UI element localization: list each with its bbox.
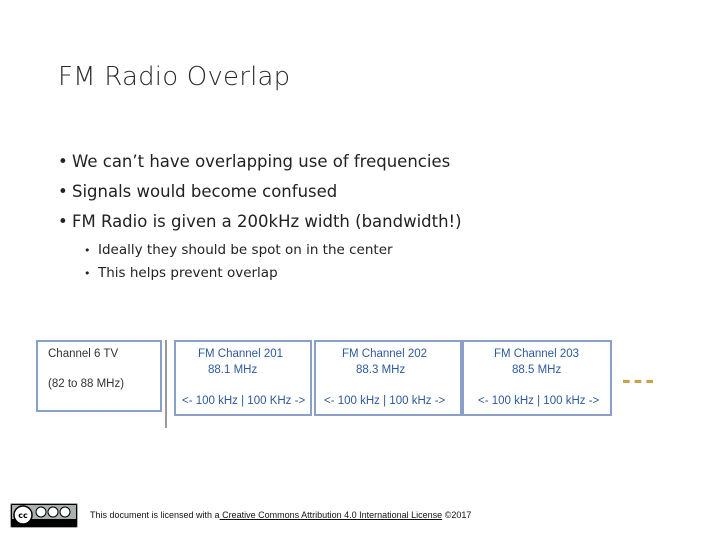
sub-bullet-item <box>84 239 698 262</box>
license-prefix: This document is licensed with a <box>90 510 220 520</box>
fm-channel-bandwidth: <- 100 kHz | 100 KHz -> <box>182 395 306 407</box>
slide-title: FM Radio Overlap <box>58 62 291 92</box>
bullet-list <box>58 147 698 285</box>
bullet-dot-icon: • <box>58 182 68 201</box>
fm-channel-box <box>462 340 612 416</box>
fm-channel-box <box>174 340 312 416</box>
sub-bullet-item <box>84 262 698 285</box>
fm-channel-bandwidth: <- 100 kHz | 100 kHz -> <box>478 395 600 407</box>
svg-text:cc: cc <box>18 511 28 520</box>
fm-channel-box <box>314 340 462 416</box>
fm-channel-bandwidth: <- 100 kHz | 100 kHz -> <box>324 395 446 407</box>
sub-bullet-text: Ideally they should be spot on in the center <box>98 242 393 258</box>
bullet-text: We can’t have overlapping use of frequencies <box>72 152 451 171</box>
bullet-item <box>58 207 698 237</box>
continuation-dashes: --- <box>622 364 657 394</box>
fm-channel-name: FM Channel 203 <box>494 348 580 360</box>
bullet-dot-icon: • <box>58 152 68 171</box>
cc-by-nc-sa-icon <box>10 503 78 528</box>
fm-channel-freq: 88.5 MHz <box>512 364 562 376</box>
cc-license-icon <box>11 504 77 527</box>
bullet-dot-icon: • <box>58 212 68 231</box>
fm-channel-freq: 88.3 MHz <box>356 364 406 376</box>
bullet-item <box>58 177 698 207</box>
tv-channel-name: Channel 6 TV <box>48 348 119 360</box>
band-divider <box>165 340 167 428</box>
bullet-dot-icon: • <box>84 244 91 257</box>
license-year: ©2017 <box>442 510 472 520</box>
sub-bullet-text: This helps prevent overlap <box>98 265 278 281</box>
fm-channel-freq: 88.1 MHz <box>208 364 258 376</box>
fm-channel-name: FM Channel 201 <box>198 348 284 360</box>
fm-channel-name: FM Channel 202 <box>342 348 428 360</box>
band-divider <box>176 342 177 414</box>
tv-channel-box <box>36 340 162 412</box>
bullet-dot-icon: • <box>84 267 91 280</box>
license-link[interactable]: Creative Commons Attribution 4.0 International License <box>219 510 443 520</box>
tv-channel-range: (82 to 88 MHz) <box>48 378 125 390</box>
bullet-text: Signals would become confused <box>72 182 338 201</box>
bullet-item <box>58 147 698 177</box>
bullet-text: FM Radio is given a 200kHz width (bandwidth!) <box>72 212 462 231</box>
sub-bullet-list <box>84 239 698 285</box>
license-footer <box>90 510 471 520</box>
